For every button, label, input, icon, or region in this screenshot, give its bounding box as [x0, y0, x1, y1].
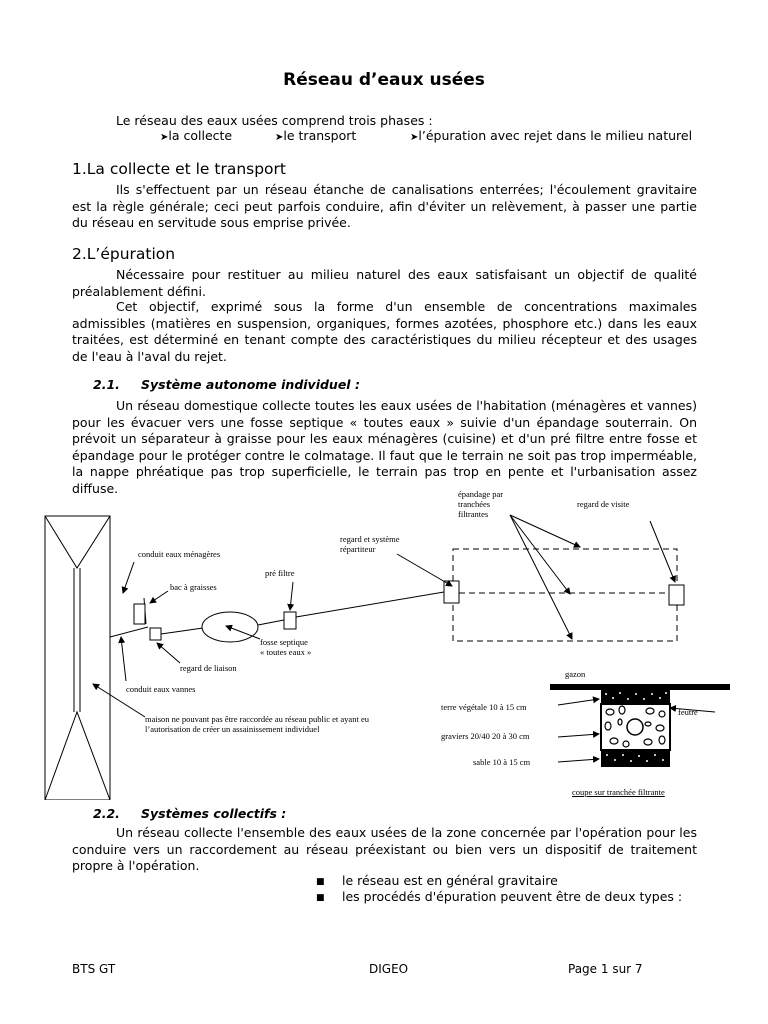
- sable-layer: [601, 750, 670, 767]
- label-line: épandage par: [458, 489, 504, 499]
- sanitation-diagram: [0, 480, 768, 800]
- epandage-field-outline: [453, 549, 677, 641]
- label-line: maison ne pouvant pas être raccordée au réseau public et ayant eu: [145, 714, 369, 724]
- label-coupe-tranchee: coupe sur tranchée filtrante: [572, 787, 665, 797]
- label-bac-graisses: bac à graisses: [170, 582, 217, 592]
- phase-item: [410, 128, 692, 143]
- label-fosse-septique: [260, 637, 311, 657]
- subsection-title: Systèmes collectifs :: [141, 806, 287, 821]
- label-regard-visite: regard de visite: [577, 499, 630, 509]
- label-line: tranchées: [458, 499, 491, 509]
- bullet-text: le réseau est en général gravitaire: [342, 873, 558, 888]
- label-sable: sable 10 à 15 cm: [473, 757, 531, 767]
- label-line: répartiteur: [340, 544, 376, 554]
- section22-paragraph: Un réseau collecte l'ensemble des eaux usées de la zone concernée par l'opération pour les conduire vers un raccordement au réseau préexistant ou bien vers un dispositif de traitement propre à l'opération.: [72, 825, 697, 873]
- subsection-heading-2-1: [93, 377, 360, 392]
- bullet-item: [316, 889, 682, 904]
- label-feutre: feutre: [678, 707, 698, 717]
- subsection-heading-2-2: [93, 806, 286, 821]
- regard-liaison-box: [150, 628, 161, 640]
- section-heading-2: 2.L’épuration: [72, 245, 176, 263]
- phase-label: la collecte: [168, 128, 233, 143]
- label-graviers: graviers 20/40 20 à 30 cm: [441, 731, 530, 741]
- page-title: Réseau d’eaux usées: [283, 70, 485, 90]
- label-maison: [145, 714, 369, 734]
- bullet-icon: ■: [316, 893, 325, 903]
- ground-surface-bar: [550, 684, 730, 690]
- trench-cross-section: [550, 684, 730, 767]
- label-epandage: [458, 489, 503, 519]
- pre-filtre-box: [284, 612, 296, 629]
- bullet-item: [316, 873, 558, 888]
- arrowhead-icon: ➤: [275, 132, 284, 143]
- phase-item: [275, 128, 356, 143]
- regard-repartiteur-box: [444, 581, 459, 603]
- phase-item: [160, 128, 232, 143]
- subsection-title: Système autonome individuel :: [141, 377, 360, 392]
- arrowhead-icon: ➤: [410, 132, 419, 143]
- section2-paragraph-1: Nécessaire pour restituer au milieu naturel des eaux satisfaisant un objectif de qualité préalablement défini.: [72, 267, 697, 299]
- label-terre-vegetale: terre végétale 10 à 15 cm: [441, 702, 527, 712]
- phase-label: le transport: [283, 128, 357, 143]
- subsection-number: 2.1.: [93, 377, 120, 392]
- label-regard-systeme: [340, 534, 399, 554]
- house-roof-outline: [45, 516, 110, 800]
- label-conduit-vannes: conduit eaux vannes: [126, 684, 196, 694]
- terre-vegetale-layer: [601, 690, 670, 704]
- section-heading-1: 1.La collecte et le transport: [72, 160, 286, 178]
- label-conduit-menageres: conduit eaux ménagères: [138, 549, 221, 559]
- label-gazon: gazon: [565, 669, 586, 679]
- label-line: fosse septique: [260, 637, 308, 647]
- regard-visite-box: [669, 585, 684, 605]
- arrowhead-icon: ➤: [160, 132, 169, 143]
- section2-paragraph-2: Cet objectif, exprimé sous la forme d'un ensemble de concentrations maximales admissibles (matières en suspension, organiques, formes azotées, phosphore etc.) dans les eaux traitées, est déterminé en tenant compte des caractéristiques du milieu récepteur et des usages de l'eau à l'aval du rejet.: [72, 299, 697, 364]
- bac-a-graisses-box: [134, 604, 145, 624]
- label-line: regard et système: [340, 534, 400, 544]
- label-regard-liaison: regard de liaison: [180, 663, 237, 673]
- subsection-number: 2.2.: [93, 806, 120, 821]
- section21-paragraph: Un réseau domestique collecte toutes les eaux usées de l'habitation (ménagères et vannes) pour les évacuer vers une fosse septique « toutes eaux » suivie d'un épandage souterrain. On prévoit un séparateur à graisse pour les eaux ménagères (cuisine) et d'un pré filtre entre fosse et épandage pour le protéger contre le colmatage. Il faut que le terrain ne soit pas trop imperméable, la nappe phréatique pas trop superficielle, le terrain pas trop en pente et l'urbanisation assez diffuse.: [72, 398, 697, 496]
- intro-text: Le réseau des eaux usées comprend trois phases :: [116, 113, 433, 128]
- label-line: « toutes eaux »: [260, 647, 312, 657]
- label-pre-filtre: pré filtre: [265, 568, 295, 578]
- footer-left: BTS GT: [72, 962, 116, 976]
- drain-pipe-section: [627, 719, 643, 735]
- label-line: l’autorisation de créer un assainissement individuel: [145, 724, 320, 734]
- section1-paragraph: Ils s'effectuent par un réseau étanche de canalisations enterrées; l'écoulement gravitaire est la règle générale; ceci peut parfois conduire, afin d'éviter un relèvement, à passer une partie du réseau en servitude sous emprise privée.: [72, 182, 697, 230]
- footer-page-number: Page 1 sur 7: [568, 962, 643, 976]
- footer-center: DIGEO: [369, 962, 409, 976]
- phase-label: l’épuration avec rejet dans le milieu naturel: [418, 128, 693, 143]
- bullet-text: les procédés d'épuration peuvent être de deux types :: [342, 889, 683, 904]
- bullet-icon: ■: [316, 877, 325, 887]
- label-line: filtrantes: [458, 509, 489, 519]
